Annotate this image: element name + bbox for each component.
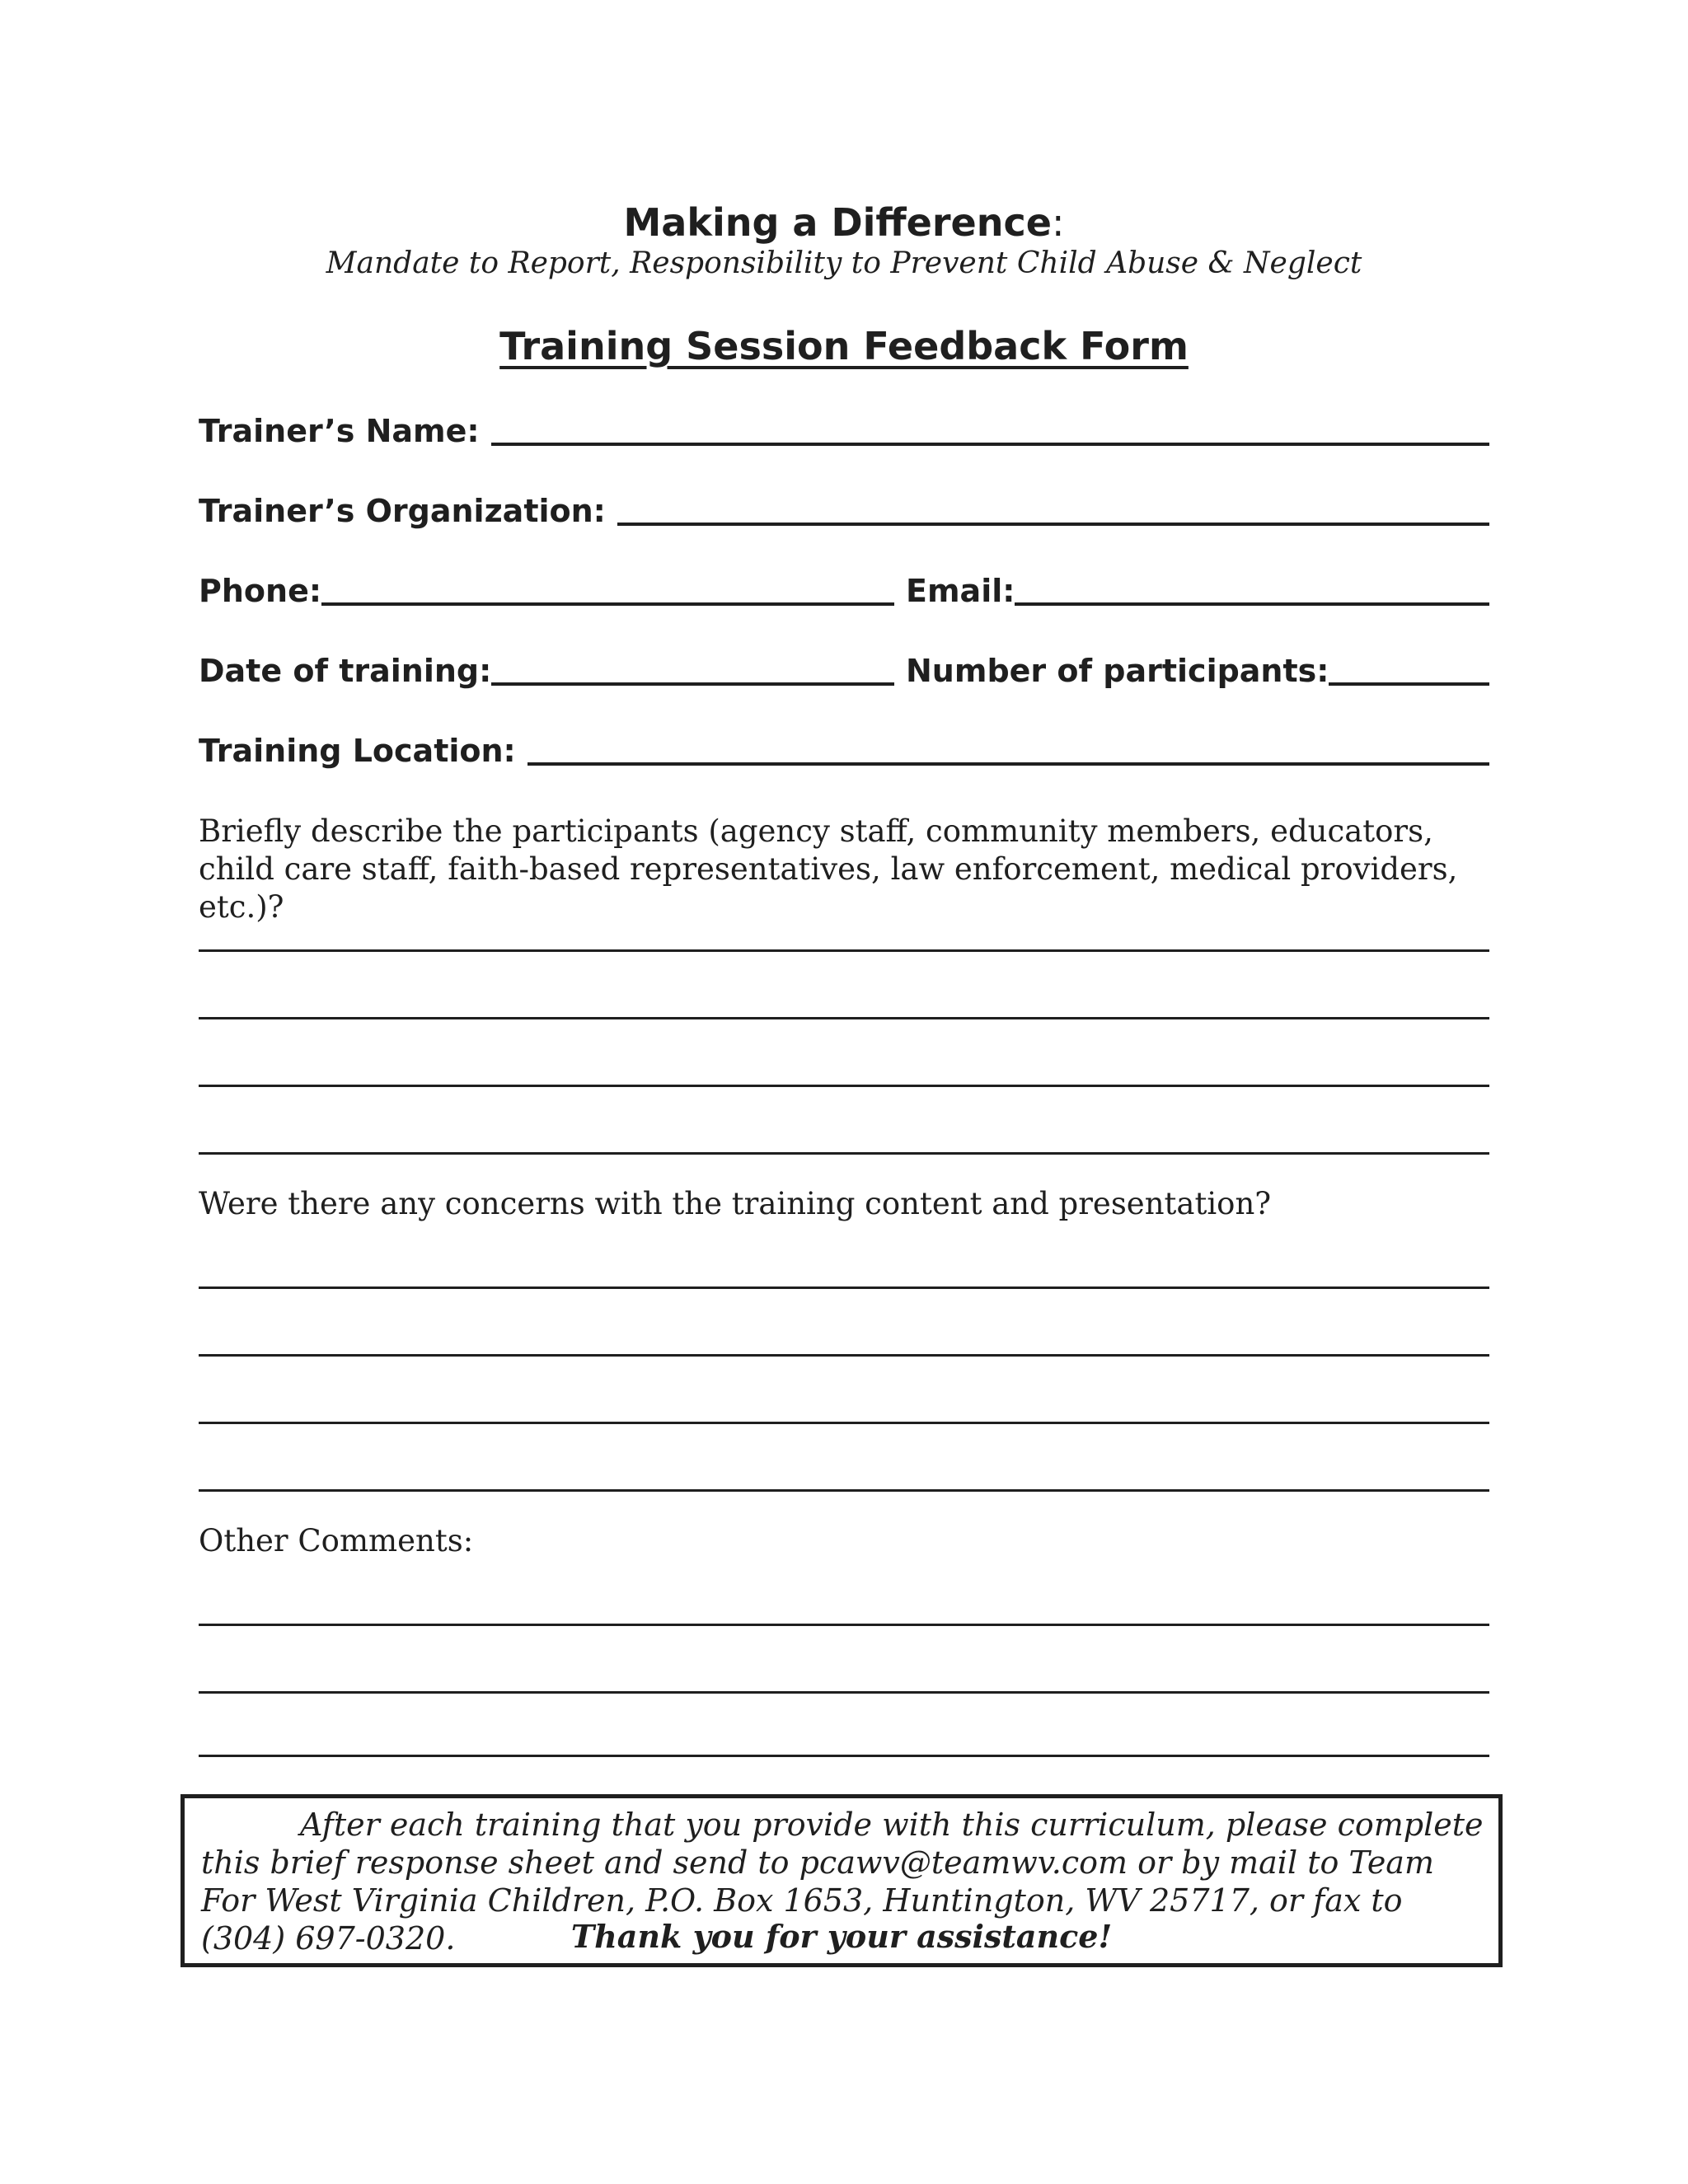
- comments-answer-line[interactable]: [199, 1624, 1489, 1626]
- concerns-answer-line[interactable]: [199, 1354, 1489, 1357]
- training-date-field: [199, 649, 894, 691]
- phone-field: [199, 569, 894, 611]
- training-date-input-line[interactable]: [491, 649, 894, 686]
- concerns-answer-line[interactable]: [199, 1489, 1489, 1492]
- trainer-name-label: Trainer’s Name:: [199, 413, 480, 449]
- training-location-input-line[interactable]: [528, 729, 1489, 766]
- thank-you-text: Thank you for your assistance!: [570, 1918, 1113, 1955]
- title-text: Making a Difference: [623, 200, 1052, 245]
- form-title: Training Session Feedback Form: [499, 324, 1189, 368]
- concerns-answer-line[interactable]: [199, 1422, 1489, 1424]
- participants-count-label: Number of participants:: [906, 653, 1329, 689]
- training-date-label: Date of training:: [199, 653, 492, 689]
- trainer-organization-input-line[interactable]: [617, 490, 1489, 526]
- describe-answer-line[interactable]: [199, 1152, 1489, 1155]
- describe-answer-line[interactable]: [199, 1017, 1489, 1019]
- page-subtitle: Mandate to Report, Responsibility to Prevent Child Abuse & Neglect: [326, 246, 1362, 280]
- trainer-name-input-line[interactable]: [491, 410, 1489, 446]
- email-label: Email:: [906, 573, 1015, 609]
- instructions-box: [181, 1794, 1503, 1967]
- training-location-label: Training Location:: [199, 733, 516, 769]
- comments-answer-line[interactable]: [199, 1755, 1489, 1757]
- other-comments-label: Other Comments:: [199, 1523, 474, 1558]
- concerns-answer-line[interactable]: [199, 1286, 1489, 1289]
- participants-count-field: [906, 649, 1489, 691]
- trainer-organization-field: [199, 490, 1489, 531]
- participants-count-input-line[interactable]: [1329, 649, 1489, 686]
- training-location-field: [199, 729, 1489, 771]
- page-title: [0, 196, 1688, 249]
- title-colon: :: [1051, 200, 1065, 245]
- describe-answer-line[interactable]: [199, 1085, 1489, 1087]
- instructions-text: After each training that you provide with this curriculum, please complete this brief response sheet and send to pcawv@teamwv.com or by mail to Team For West Virginia Children, P.O. Box 1653, Huntington, WV 25717, or fax to (304) 697-0320.: [201, 1807, 1484, 1957]
- describe-answer-line[interactable]: [199, 949, 1489, 952]
- trainer-name-field: [199, 410, 1489, 451]
- email-input-line[interactable]: [1015, 569, 1489, 606]
- phone-label: Phone:: [199, 573, 322, 609]
- trainer-organization-label: Trainer’s Organization:: [199, 493, 606, 529]
- concerns-question: Were there any concerns with the training content and presentation?: [199, 1186, 1272, 1221]
- phone-input-line[interactable]: [321, 569, 894, 606]
- comments-answer-line[interactable]: [199, 1691, 1489, 1694]
- describe-participants-question: Briefly describe the participants (agency staff, community members, educators, child care staff, faith-based representatives, law enforcement, medical providers, etc.)?: [199, 813, 1458, 925]
- email-field: [906, 569, 1489, 611]
